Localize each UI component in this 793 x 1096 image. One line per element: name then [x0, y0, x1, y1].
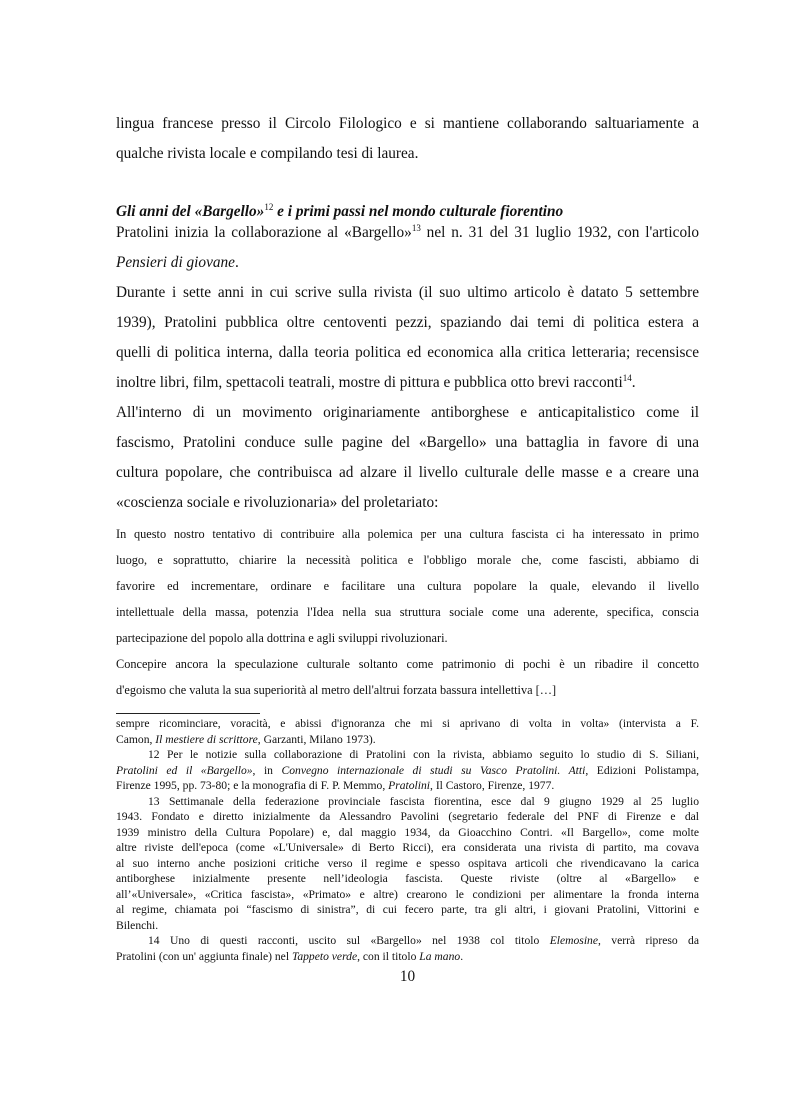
footnote-13-line: 1939 ministro della Cultura Popolare) e, dal maggio 1934, da Gioacchino Contri. «Il Bargello», come molte — [116, 825, 699, 839]
quote-line: d'egoismo che valuta la sua superiorità al metro dell'altrui forzata bassura intellettiva […] — [116, 683, 557, 697]
book-title: Pratolini ed il «Bargello» — [116, 763, 253, 777]
page-number: 10 — [399, 968, 416, 985]
book-title: Pratolini — [388, 779, 431, 792]
book-title: Tappeto verde — [291, 949, 358, 963]
text-span: . — [234, 254, 239, 271]
story-title: La mano — [419, 949, 461, 963]
book-title: Convegno internazionale di studi su Vasco Pratolini. Atti — [281, 763, 586, 777]
text-span: Camon, — [116, 732, 156, 746]
main-text — [116, 218, 699, 518]
footnote-13-line: Bilenchi. — [116, 918, 159, 932]
paragraph-2-line: quelli di politica interna, dalla teoria politica ed economica alla critica letteraria; recensisce — [116, 344, 699, 361]
paragraph-3-line: fascismo, Pratolini conduce sulle pagine del «Bargello» una battaglia in favore di una — [116, 434, 699, 451]
footnote-ref: 13 — [411, 223, 421, 233]
text-span: inoltre libri, film, spettacoli teatrali, mostre di pittura e pubblica otto brevi racconti — [116, 374, 623, 391]
footnote-13-line: altre riviste dell'epoca (come «L'Universale» di Berto Ricci), era considerata una rivista di partito, ma covava — [116, 841, 699, 854]
footnote-ref: 14 — [622, 373, 632, 383]
footnote-14-line — [116, 933, 699, 949]
article-title: Pensieri di giovane — [116, 254, 235, 271]
quote-line: luogo, e soprattutto, chiarire la necessità politica e l'obbligo morale che, come fascisti, abbiamo di — [116, 553, 699, 567]
text-span: nel n. 31 del 31 luglio 1932, con l'articolo — [420, 224, 699, 241]
text-span: 14 Uno di questi racconti, uscito sul «Bargello» nel 1938 col titolo — [148, 934, 550, 947]
footnote-13-line: 13 Settimanale della federazione provinciale fascista fiorentina, esce dal 9 giugno 1929 al 25 luglio — [148, 794, 699, 808]
heading-text: e i primi passi nel mondo culturale fiorentino — [273, 203, 564, 220]
story-title: Elemosine — [549, 934, 598, 947]
footnote-line — [116, 732, 699, 748]
text-span: , Il Castoro, Firenze, 1977. — [430, 779, 555, 792]
footnote-13-line: al regime, chiamata poi “fascismo di sinistra”, di cui fecero parte, tra gli altri, i giovani Pratolini, Vittorini e — [116, 903, 699, 916]
quote-line: In questo nostro tentativo di contribuire alla polemica per una cultura fascista ci ha interessato in primo — [116, 527, 699, 541]
paragraph-2-line — [116, 368, 699, 398]
intro-paragraph — [116, 109, 699, 169]
footnote-line: sempre ricominciare, voracità, e abissi d'ignoranza che mi si aprivano di volta in volta» (intervista a F. — [116, 717, 699, 730]
text-span: , Edizioni Polistampa, — [585, 763, 699, 777]
block-quote — [116, 521, 699, 703]
quote-line: Concepire ancora la speculazione culturale soltanto come patrimonio di pochi è un ribadire il concetto — [116, 657, 699, 671]
text-span: , verrà ripreso da — [597, 934, 699, 947]
paragraph-1-line — [116, 248, 699, 278]
quote-line: intellettuale della massa, potenzia l'Idea nella sua struttura sociale come una aderente, specifica, conscia — [116, 605, 699, 619]
text-line: lingua francese presso il Circolo Filologico e si mantiene collaborando saltuariamente a — [116, 115, 699, 132]
text-span: Pratolini inizia la collaborazione al «Bargello» — [116, 224, 412, 241]
footnote-13-line: all’«Universale», «Critica fascista», «Primato» e altre) crearono le condizioni per alimentare la fronda interna — [116, 887, 699, 901]
footnote-13-line: al suo interno anche posizioni critiche verso il regime e spesso ospitava articoli che rivendicavano la carica — [116, 856, 699, 870]
text-line: qualche rivista locale e compilando tesi di laurea. — [116, 145, 419, 162]
text-span: . — [631, 374, 636, 391]
text-span: Pratolini (con un' aggiunta finale) nel — [116, 949, 292, 963]
quote-line: partecipazione del popolo alla dottrina e agli sviluppi rivoluzionari. — [116, 631, 448, 645]
heading-text: Gli anni del «Bargello» — [116, 203, 265, 220]
paragraph-3-line: All'interno di un movimento originariamente antiborghese e anticapitalistico come il — [116, 404, 699, 421]
paragraph-2-line: Durante i sette anni in cui scrive sulla rivista (il suo ultimo articolo è datato 5 settembre — [116, 284, 699, 301]
book-title: Il mestiere di scrittore — [155, 732, 258, 746]
footnote-13-line: antiborghese inizialmente presente nell’ideologia fascista. Queste riviste (oltre al «Bargello» e — [116, 872, 699, 885]
footnotes — [116, 716, 699, 964]
paragraph-3-line: cultura popolare, che contribuisca ad alzare il livello culturale delle masse e a creare una — [116, 464, 699, 481]
footnote-ref: 12 — [264, 202, 274, 212]
footnote-12-line — [116, 778, 699, 794]
footnote-12-line — [116, 763, 699, 779]
footnote-14-line — [116, 949, 699, 965]
paragraph-1-line — [116, 218, 699, 248]
footnote-13-line: 1943. Fondato e diretto inizialmente da Alessandro Pavolini (segretario federale del PNF di Firenze e dal — [116, 810, 699, 823]
text-span: , con il titolo — [357, 949, 420, 963]
paragraph-2-line: 1939), Pratolini pubblica oltre centoventi pezzi, spaziando dai temi di politica estera a — [116, 314, 699, 331]
text-span: . — [460, 949, 464, 963]
text-span: , Garzanti, Milano 1973). — [257, 732, 376, 746]
text-span: , in — [252, 763, 282, 777]
quote-line: favorire ed incrementare, ordinare e facilitare una cultura popolare la quale, elevando il livello — [116, 579, 699, 593]
paragraph-3-line: «coscienza sociale e rivoluzionaria» del proletariato: — [116, 494, 439, 511]
footnote-separator — [116, 713, 260, 714]
text-span: Firenze 1995, pp. 73-80; e la monografia di F. P. Memmo, — [116, 779, 389, 792]
footnote-12-line: 12 Per le notizie sulla collaborazione di Pratolini con la rivista, abbiamo seguito lo studio di S. Siliani, — [148, 748, 699, 761]
